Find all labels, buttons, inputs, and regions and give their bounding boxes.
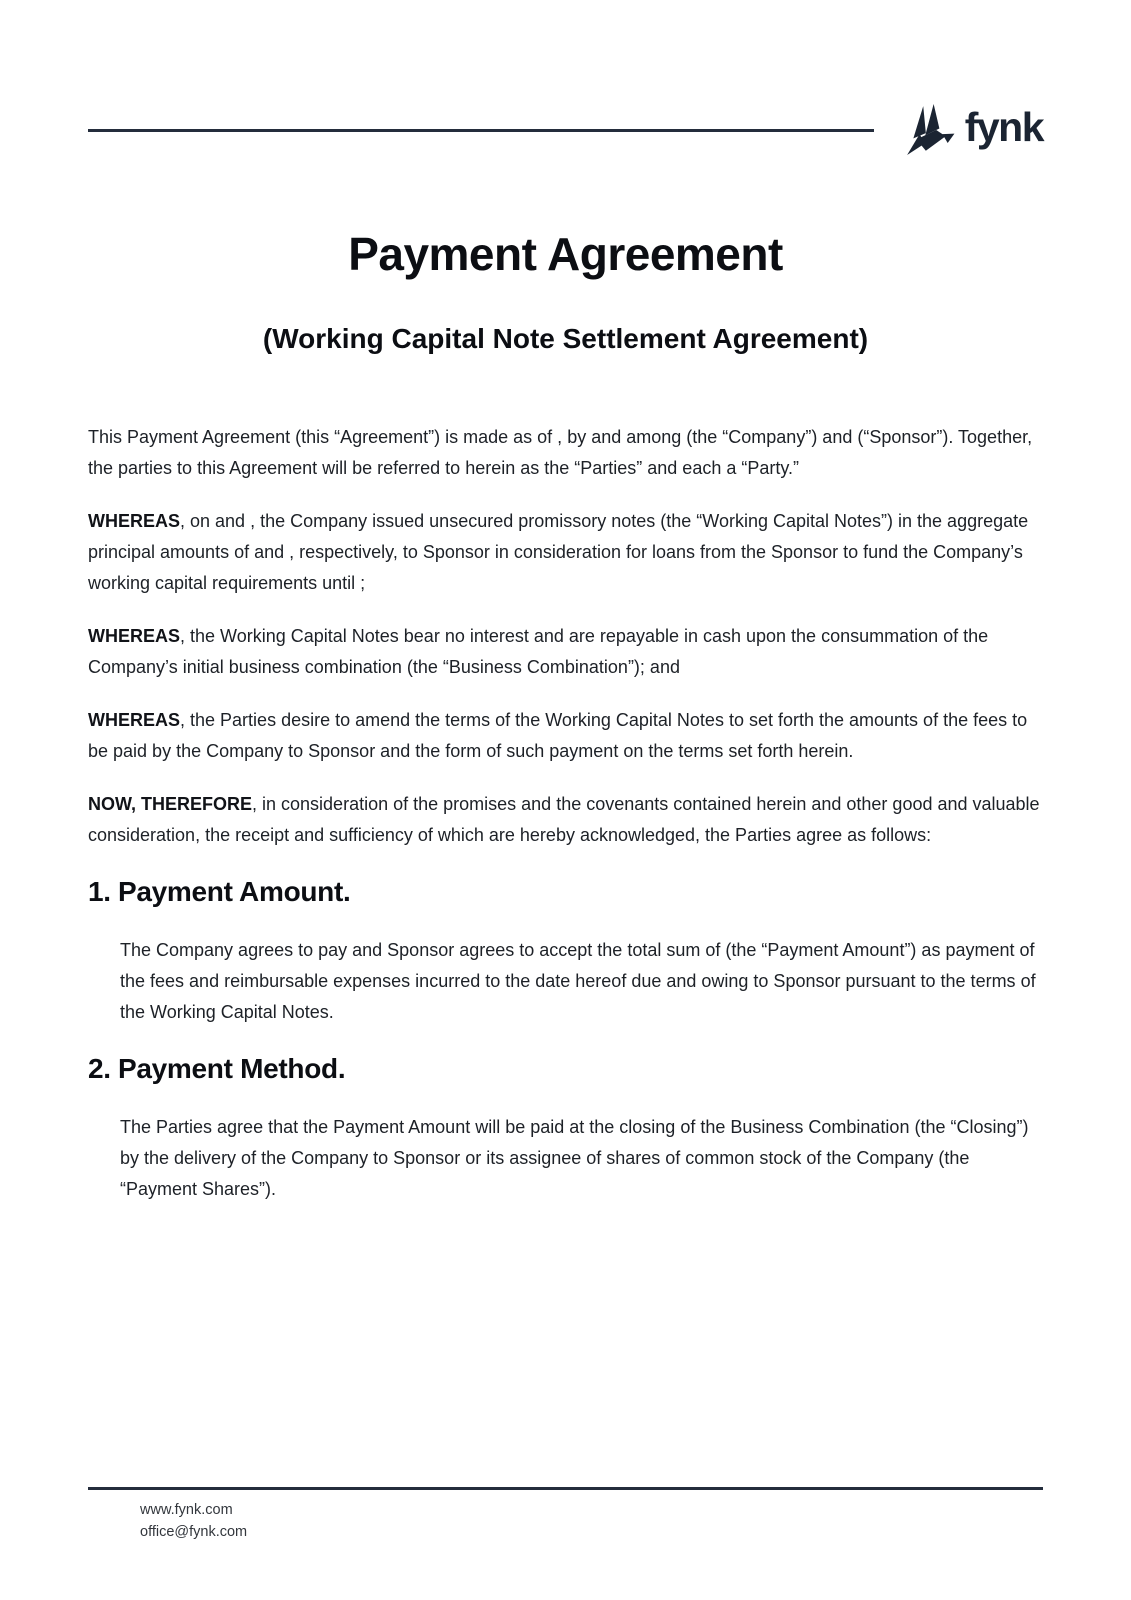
page-footer [88,1487,1043,1543]
section-heading [88,875,1043,909]
document-subtitle: (Working Capital Note Settlement Agreement) [262,323,869,354]
intro-paragraph: This Payment Agreement (this “Agreement”) is made as of , by and among (the “Company”) and (“Sponsor”). Together, the parties to this Agreement will be referred to herein as the “Parties” and each a “Party.” [88,427,1033,478]
paragraph-text: , in consideration of the promises and the covenants contained herein and other good and valuable consideration, the receipt and sufficiency of which are hereby acknowledged, the Parties agree as follows: [88,794,1040,845]
footer-rule [88,1487,1043,1490]
section-payment-amount [88,875,1043,1028]
section-paragraph: The Company agrees to pay and Sponsor agrees to accept the total sum of (the “Payment Amount”) as payment of the fees and reimbursable expenses incurred to the date hereof due and owing to Sponsor pursuant to the terms of the Working Capital Notes. [120,940,1036,1022]
document-title: Payment Agreement [348,228,783,280]
paragraph-text: , the Working Capital Notes bear no interest and are repayable in cash upon the consummation of the Company’s initial business combination (the “Business Combination”); and [88,626,989,677]
section-payment-method [88,1052,1043,1205]
therefore-paragraph [88,789,1043,851]
whereas-paragraph [88,506,1043,599]
header-rule [88,129,874,132]
footer-website: www.fynk.com [140,1502,233,1518]
logo-wordmark: fynk [964,103,1043,150]
section-paragraph: The Parties agree that the Payment Amount will be paid at the closing of the Business Combination (the “Closing”) by the delivery of the Company to Sponsor or its assignee of shares of common stock of the Company (the “Payment Shares”). [120,1117,1029,1199]
section-title: Payment Method. [118,1053,346,1084]
paragraph-text: , the Parties desire to amend the terms of the Working Capital Notes to set forth the amounts of the fees to be paid by the Company to Sponsor and the form of such payment on the terms set forth herein. [88,710,1028,761]
paragraph-lead: WHEREAS [88,511,181,531]
paragraph-lead: WHEREAS [88,626,181,646]
intro-block [88,422,1043,851]
section-heading [88,1052,1043,1086]
whereas-paragraph [88,705,1043,767]
section-number: 2. [88,1053,111,1084]
paragraph-lead: WHEREAS [88,710,181,730]
fynk-logo [904,101,1043,159]
paragraph-text: , on and , the Company issued unsecured promissory notes (the “Working Capital Notes”) in the aggregate principal amounts of and , respectively, to Sponsor in consideration for loans from the Sponsor to fund the Company’s working capital requirements until ; [88,511,1029,593]
paragraph-lead: NOW, THEREFORE [88,794,253,814]
footer-email: office@fynk.com [140,1524,248,1540]
section-number: 1. [88,876,111,907]
section-title: Payment Amount. [118,876,351,907]
letterhead [88,96,1043,164]
origami-crane-icon [904,101,956,159]
whereas-paragraph [88,621,1043,683]
